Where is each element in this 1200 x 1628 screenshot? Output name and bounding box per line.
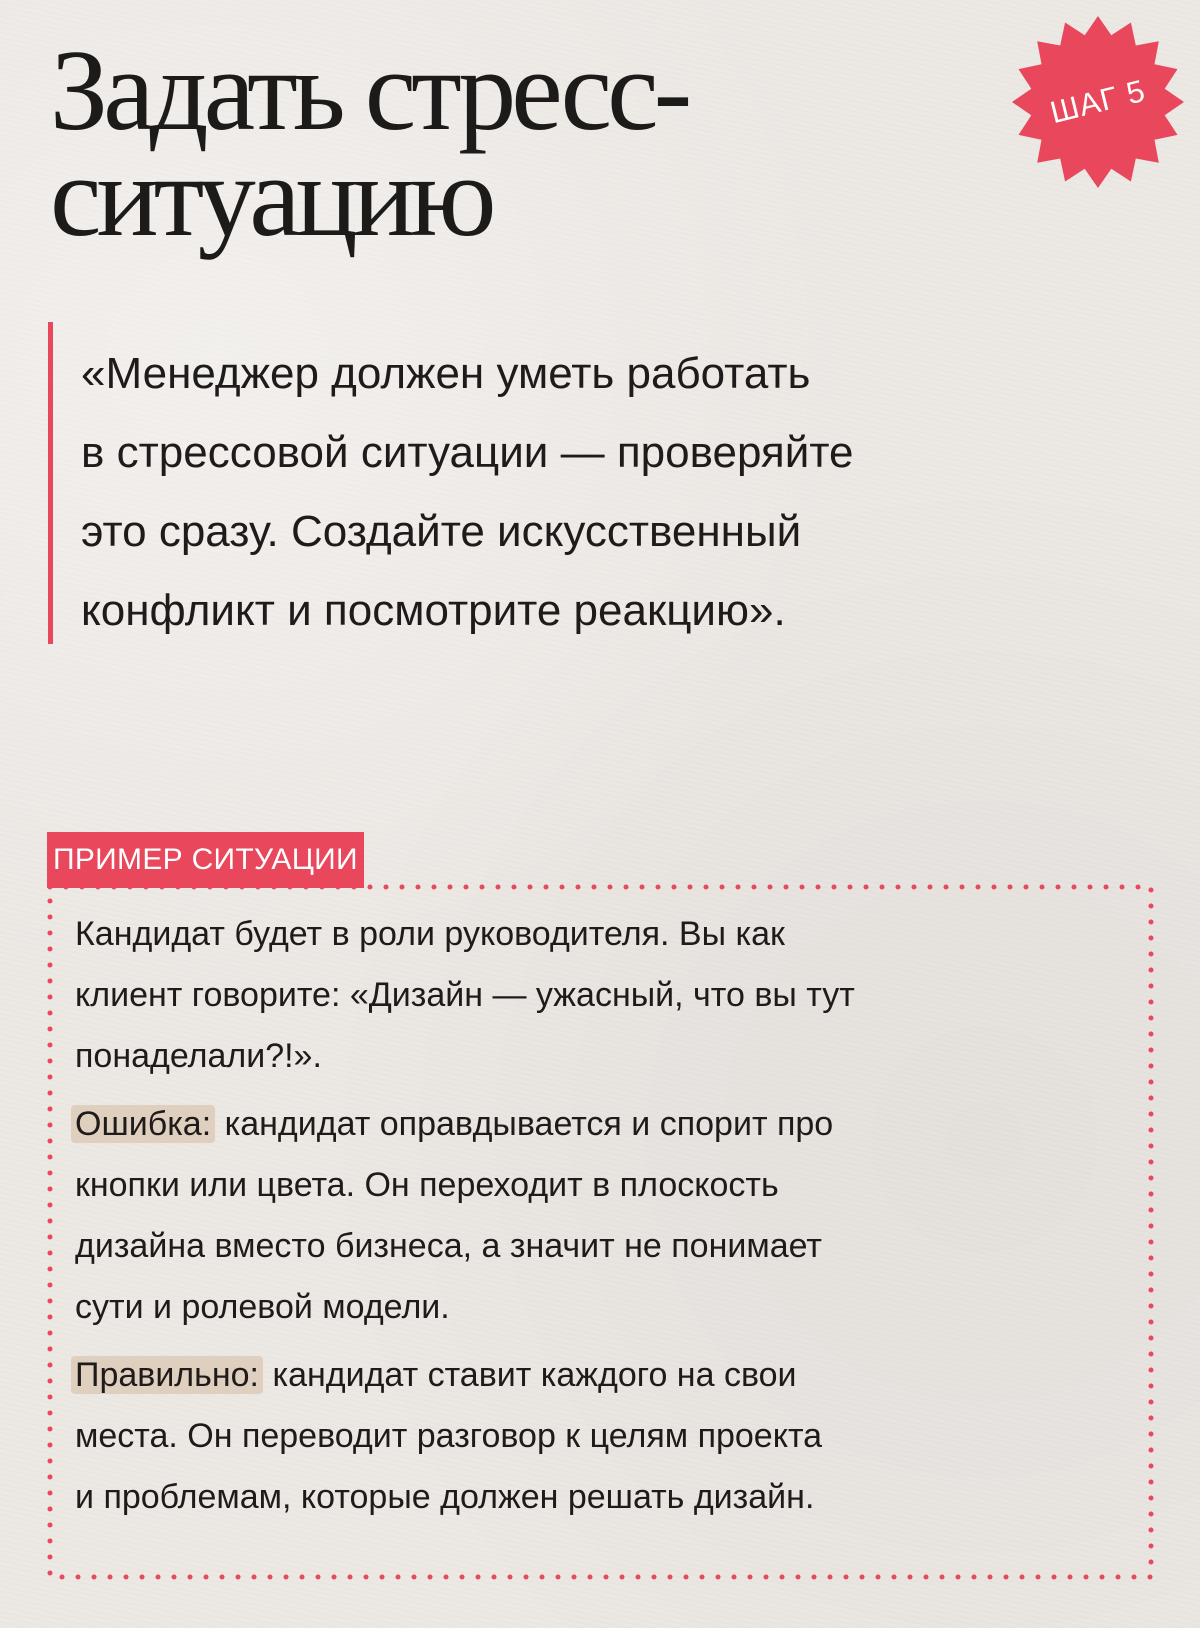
quote-line: конфликт и посмотрите реакцию». [81,586,786,635]
correct-paragraph [75,1345,1135,1528]
quote-block [48,322,1113,644]
example-box [47,884,1155,1581]
scenario-line: понаделали?!». [75,1037,322,1075]
mistake-paragraph [75,1094,1135,1338]
correct-line: места. Он переводит разговор к целям проекта [75,1417,823,1455]
mistake-line: кнопки или цвета. Он переходит в плоскость [75,1166,779,1204]
correct-label: Правильно: [71,1356,263,1394]
mistake-label: Ошибка: [71,1105,215,1143]
mistake-line: дизайна вместо бизнеса, а значит не понимает [75,1227,822,1265]
page-title [50,27,950,261]
title-line-2: ситуацию [50,133,492,261]
mistake-line: сути и ролевой модели. [75,1288,450,1326]
correct-first-line [75,1345,1135,1406]
scenario-line: клиент говорите: «Дизайн — ужасный, что вы тут [75,976,855,1014]
quote-text [81,334,1121,650]
quote-line: это сразу. Создайте искусственный [81,507,802,556]
correct-text: кандидат ставит каждого на свои [263,1356,797,1394]
quote-line: «Менеджер должен уметь работать [81,349,811,398]
title-line-1: Задать стресс- [50,27,688,155]
scenario-paragraph [75,904,1135,1087]
example-tag: ПРИМЕР СИТУАЦИИ [47,832,364,888]
mistake-first-line [75,1094,1135,1155]
correct-line: и проблемам, которые должен решать дизайн. [75,1478,815,1516]
step-badge [1010,14,1186,190]
step-label: ШАГ 5 [1046,72,1150,131]
mistake-text: кандидат оправдывается и спорит про [215,1105,834,1143]
example-body [75,904,1135,1535]
scenario-line: Кандидат будет в роли руководителя. Вы как [75,915,785,953]
quote-line: в стрессовой ситуации — проверяйте [81,428,854,477]
